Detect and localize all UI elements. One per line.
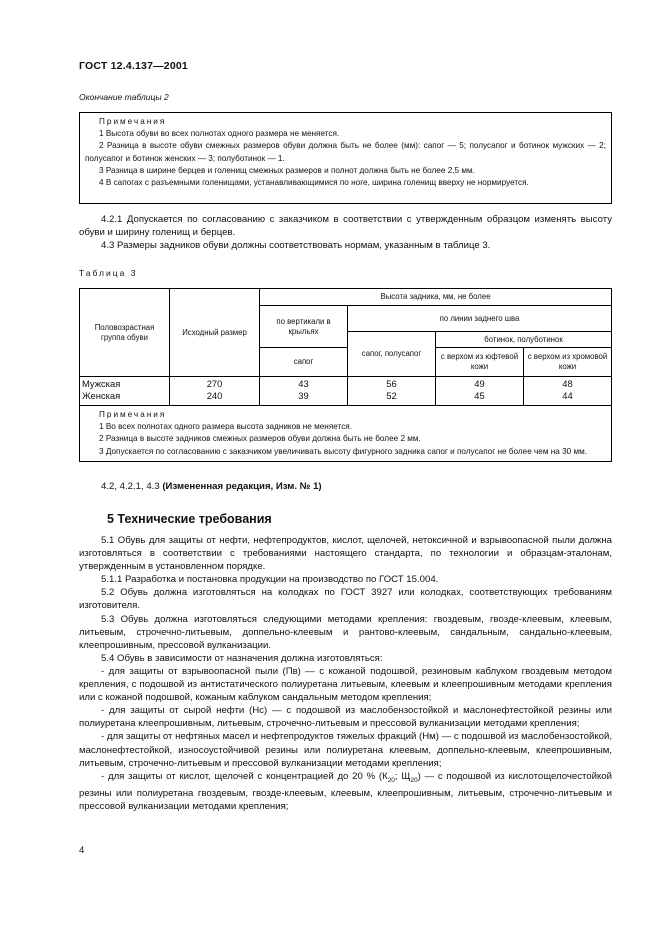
section-title: 5 Технические требования <box>107 512 272 526</box>
page-number: 4 <box>79 845 85 856</box>
para-block-5 <box>79 534 612 813</box>
col-height-header: Высота задника, мм, не более <box>260 289 612 306</box>
row-value: 45 <box>474 389 485 401</box>
paragraph: - для защиты от сырой нефти (Нс) — с подошвой из маслобензостойкой и маслонефтестойкой резины или полиуретана клеепрошивным, литьевым, строчечно-литьевым и прессовой вулканизации методами крепления; <box>79 705 612 730</box>
table3 <box>79 288 612 462</box>
row-value: 48 <box>562 378 573 389</box>
col-sapog-header: сапог <box>260 348 348 377</box>
table-data-row <box>80 377 612 406</box>
paragraph: 5.1.1 Разработка и постановка продукции на производство по ГОСТ 15.004. <box>101 574 439 586</box>
amendment-note <box>101 481 322 492</box>
row-value: 49 <box>474 378 485 389</box>
note-item: 2 Разница в высоте обуви смежных размеров обуви должна быть не более (мм): сапог — 5; полусапог и ботинок мужских — 2; полусапог и ботинок женских — 3; полуботинок — 1. <box>85 141 606 163</box>
table-continuation-label: Окончание таблицы 2 <box>79 92 169 102</box>
note-item: 1 Во всех полнотах одного размера высота задников не меняется. <box>99 422 353 432</box>
col-seam-header: по линии заднего шва <box>348 306 612 332</box>
row-value: 44 <box>562 389 573 401</box>
amendment-refs: 4.2, 4.2.1, 4.3 <box>101 481 160 492</box>
paragraph: - для защиты от кислот, щелочей с концентрацией до 20 % ($К_{20}$; $Щ_{20}$) — с подошвой из кислотощелочестойкой резины или полиуретана гвоздевым, гвозде-клеевым, клеевым, клеепрошивным, литьевым, строчечно-литьевым и прессовой вулканизации методами крепления; <box>79 770 612 812</box>
paragraph: 4.2.1 Допускается по согласованию с заказчиком в соответствии с утвержденным образцом изменять высоту обуви и ширину голенищ и берцев. <box>79 214 612 239</box>
row-value: 56 <box>386 378 397 389</box>
note-item: 3 Разница в ширине берцев и голенищ смежных размеров и полнот должна быть не более 2,5 мм. <box>99 165 475 175</box>
table3-notes <box>80 406 612 462</box>
col-size-header: Исходный размер <box>170 289 260 377</box>
paragraph: - для защиты от нефтяных масел и нефтепродуктов тяжелых фракций (Нм) — с подошвой из маслобензостойкой, маслонефтестойкой, износоустойчивой резины или полиуретана клеевым, доппельно-клеевым, клеепрошивным, литьевым, строчечно-литьевым и прессовой вулканизации методами крепления; <box>79 731 612 769</box>
col-vertical-header: по вертикали в крыльях <box>260 306 348 348</box>
paragraph: 5.3 Обувь должна изготовляться следующими методами крепления: гвоздевым, гвозде-клеевым, клеевым, литьевым, строчечно-литьевым, доппельно-клеевым и рантово-клеевым, сандальным, сандально-клеевым, клеепрошивным, прессовой вулканизации. <box>79 613 612 651</box>
row-group: Мужская <box>82 378 121 389</box>
row-size: 270 <box>206 378 223 389</box>
note-item: 1 Высота обуви во всех полнотах одного размера не меняется. <box>99 129 340 139</box>
col-chrom-header: с верхом из хромовой кожи <box>523 348 611 377</box>
paragraph: 4.3 Размеры задников обуви должны соответствовать нормам, указанным в таблице 3. <box>101 240 491 252</box>
row-value: 39 <box>298 389 309 401</box>
col-sapog-polusapog-header: сапог, полусапог <box>348 332 436 377</box>
note-item: 3 Допускается по согласованию с заказчиком увеличивать высоту фигурного задника сапог и полусапог не более чем на 30 мм. <box>99 446 588 456</box>
paragraph: - для защиты от взрывоопасной пыли (Пв) — с кожаной подошвой, резиновым каблуком гвоздевым методом крепления, с подошвой из антистатического полиуретана литьевым, клеевым и клеепрошивным методами крепления или с кожаной подошвой, кожаным каблуком сандальным методом крепления; <box>79 665 612 704</box>
notes-title: Примечания <box>99 117 167 126</box>
row-group: Женская <box>82 389 121 401</box>
paragraph: 5.1 Обувь для защиты от нефти, нефтепродуктов, кислот, щелочей, нетоксичной и взрывоопасной пыли должна изготовляться в соответствии с требованиями настоящего стандарта, по технологии и образцам-эталонам, утвержденным в установленном порядке. <box>79 535 612 573</box>
para-block-4 <box>79 213 612 252</box>
notes-title: Примечания <box>99 410 167 419</box>
col-botinok-header: ботинок, полуботинок <box>436 332 612 348</box>
document-header: ГОСТ 12.4.137—2001 <box>79 60 188 72</box>
amendment-text: (Измененная редакция, Изм. № 1) <box>162 481 322 492</box>
col-yuft-header: с верхом из юфтевой кожи <box>436 348 524 377</box>
table2-notes <box>79 112 612 204</box>
note-item: 2 Разница в высоте задников смежных размеров обуви должна быть не более 2 мм. <box>99 434 421 444</box>
row-size: 240 <box>206 389 223 401</box>
paragraph: 5.4 Обувь в зависимости от назначения должна изготовляться: <box>101 652 383 664</box>
row-value: 52 <box>386 389 397 401</box>
table3-caption: Таблица 3 <box>79 268 138 278</box>
paragraph: 5.2 Обувь должна изготовляться на колодках по ГОСТ 3927 или колодках, соответствующих требованиям изготовителя. <box>79 587 612 612</box>
row-value: 43 <box>298 378 309 389</box>
col-group-header: Половозрастная группа обуви <box>80 289 170 377</box>
note-item: 4 В сапогах с разъемными голенищами, устанавливающимися по ноге, ширина голенищ вверху не нормируется. <box>99 178 529 188</box>
